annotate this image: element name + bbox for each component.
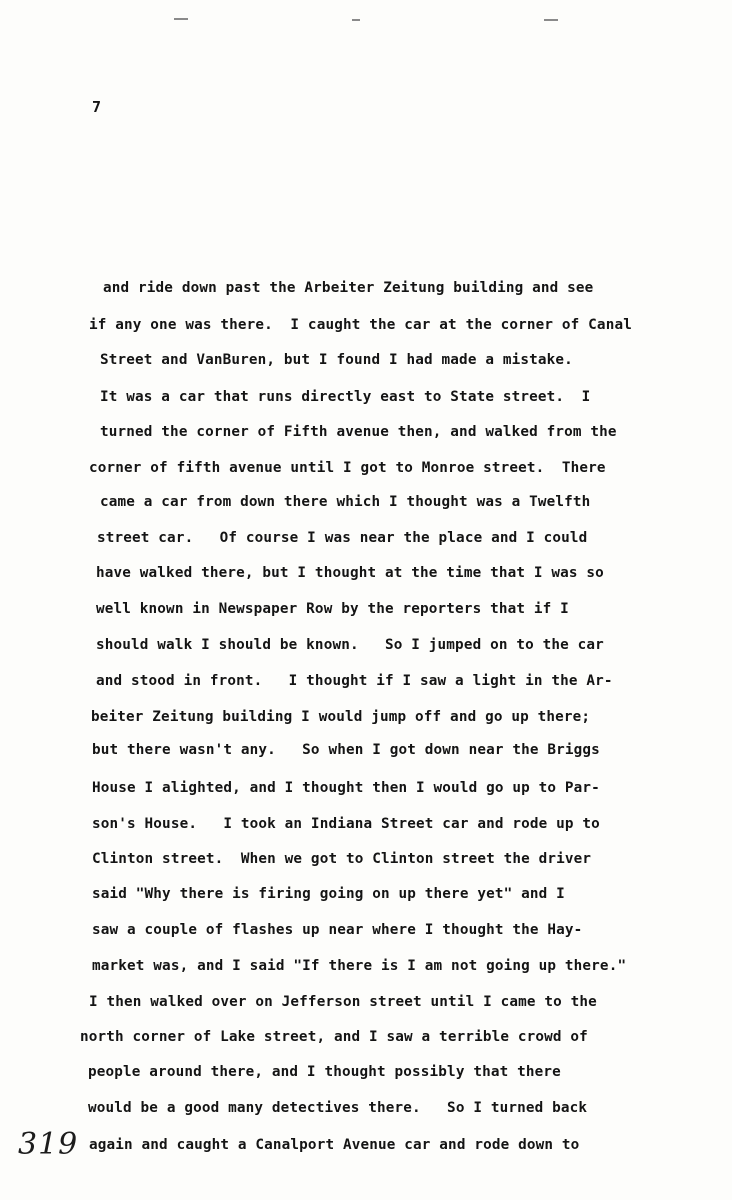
text-line: well known in Newspaper Row by the reporters that if I bbox=[96, 601, 569, 617]
text-line: son's House. I took an Indiana Street car and rode up to bbox=[92, 816, 600, 832]
text-line: if any one was there. I caught the car at the corner of Canal bbox=[89, 317, 632, 333]
text-line: beiter Zeitung building I would jump off and go up there; bbox=[91, 709, 591, 725]
text-line: said "Why there is firing going on up there yet" and I bbox=[92, 886, 565, 902]
text-line: and stood in front. I thought if I saw a light in the Ar- bbox=[96, 673, 613, 689]
text-line: people around there, and I thought possibly that there bbox=[88, 1064, 561, 1080]
text-line: corner of fifth avenue until I got to Monroe street. There bbox=[89, 460, 606, 476]
text-line: market was, and I said "If there is I am not going up there." bbox=[92, 958, 627, 974]
text-line: It was a car that runs directly east to State street. I bbox=[100, 389, 591, 405]
text-line: Street and VanBuren, but I found I had made a mistake. bbox=[100, 352, 573, 368]
text-line: saw a couple of flashes up near where I thought the Hay- bbox=[92, 922, 583, 938]
text-line: have walked there, but I thought at the time that I was so bbox=[96, 565, 604, 581]
text-line: I then walked over on Jefferson street until I came to the bbox=[89, 994, 597, 1010]
text-line: again and caught a Canalport Avenue car and rode down to bbox=[89, 1137, 580, 1153]
page-number: 7 bbox=[92, 98, 102, 116]
scan-speck bbox=[352, 19, 360, 21]
scan-speck bbox=[174, 18, 188, 20]
text-line: but there wasn't any. So when I got down near the Briggs bbox=[92, 742, 600, 758]
scan-speck bbox=[544, 19, 558, 21]
text-line: north corner of Lake street, and I saw a terrible crowd of bbox=[80, 1029, 588, 1045]
handwritten-page-note: 319 bbox=[18, 1127, 79, 1162]
text-line: came a car from down there which I thought was a Twelfth bbox=[100, 494, 591, 510]
text-line: turned the corner of Fifth avenue then, and walked from the bbox=[100, 424, 617, 440]
text-line: and ride down past the Arbeiter Zeitung building and see bbox=[103, 280, 594, 296]
text-line: House I alighted, and I thought then I would go up to Par- bbox=[92, 780, 600, 796]
text-line: would be a good many detectives there. So I turned back bbox=[88, 1100, 588, 1116]
text-line: street car. Of course I was near the place and I could bbox=[97, 530, 588, 546]
text-line: should walk I should be known. So I jumped on to the car bbox=[96, 637, 604, 653]
text-line: Clinton street. When we got to Clinton street the driver bbox=[92, 851, 592, 867]
